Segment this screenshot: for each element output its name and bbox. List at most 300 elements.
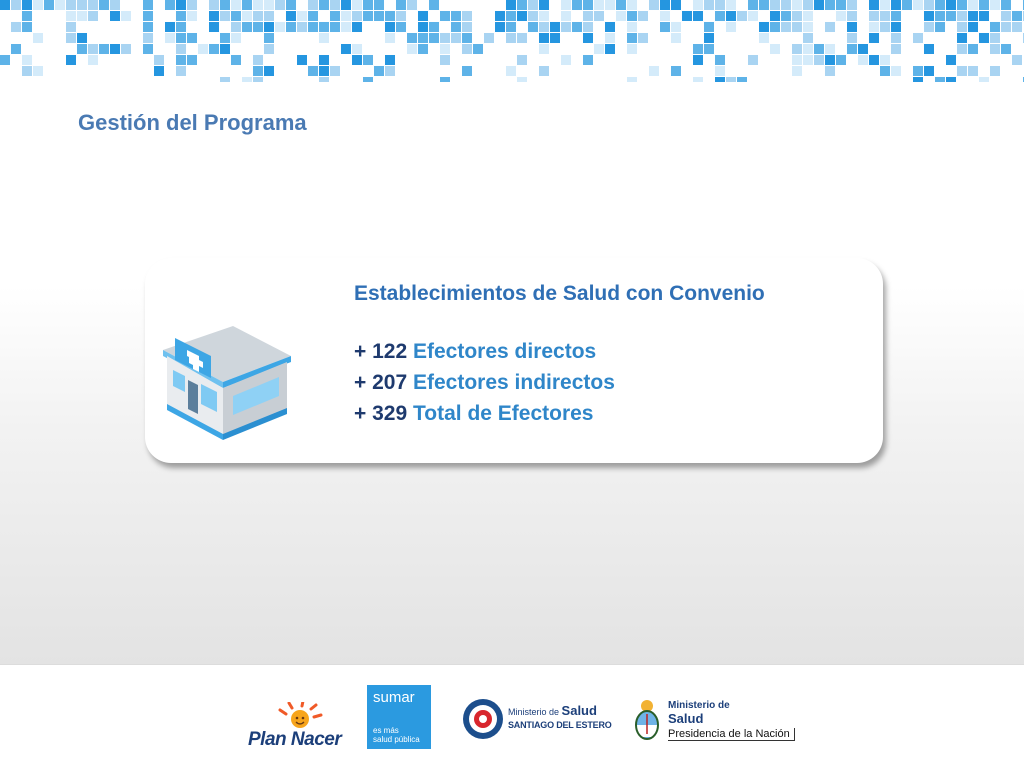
mosaic-tile (484, 33, 494, 43)
mosaic-tile (660, 11, 670, 21)
mosaic-tile (572, 22, 582, 32)
mosaic-tile (121, 44, 131, 54)
stat-prefix: + (354, 371, 367, 394)
mosaic-tile (561, 55, 571, 65)
mosaic-tile (869, 55, 879, 65)
mosaic-tile (297, 11, 307, 21)
mosaic-tile (286, 0, 296, 10)
mosaic-tile (726, 0, 736, 10)
mosaic-tile (506, 11, 516, 21)
mosaic-tile (891, 44, 901, 54)
mosaic-tile (770, 44, 780, 54)
mosaic-tile (385, 11, 395, 21)
mosaic-tile (506, 0, 516, 10)
mosaic-tile (528, 11, 538, 21)
mosaic-tile (55, 0, 65, 10)
sumar-tagline-2: salud pública (373, 735, 420, 744)
mosaic-tile (561, 0, 571, 10)
mosaic-tile (264, 33, 274, 43)
mosaic-tile (627, 0, 637, 10)
mosaic-tile (231, 55, 241, 65)
sumar-tagline (373, 726, 420, 744)
plan-nacer-logo (248, 702, 340, 752)
mosaic-tile (374, 0, 384, 10)
mosaic-tile (671, 33, 681, 43)
mosaic-tile (957, 22, 967, 32)
mosaic-tile (220, 0, 230, 10)
mosaic-tile (66, 33, 76, 43)
mosaic-tile (803, 33, 813, 43)
mosaic-tile (330, 0, 340, 10)
mosaic-tile (946, 55, 956, 65)
stat-directos (354, 336, 765, 367)
mosaic-tile (704, 22, 714, 32)
ministerio-emblem-icon (462, 698, 504, 740)
mosaic-tile (528, 22, 538, 32)
mosaic-tile (517, 55, 527, 65)
mosaic-tile (264, 66, 274, 76)
mosaic-tile (737, 11, 747, 21)
mosaic-tile (990, 0, 1000, 10)
mosaic-tile (143, 44, 153, 54)
mosaic-tile (418, 11, 428, 21)
mosaic-tile (803, 11, 813, 21)
sumar-logo (367, 685, 431, 749)
mosaic-tile (352, 55, 362, 65)
mosaic-tile (594, 11, 604, 21)
mosaic-tile (220, 11, 230, 21)
mosaic-tile (0, 55, 10, 65)
mosaic-tile (187, 11, 197, 21)
mosaic-tile (880, 55, 890, 65)
mosaic-tile (638, 11, 648, 21)
mosaic-tile (924, 11, 934, 21)
mosaic-tile (616, 11, 626, 21)
mosaic-tile (913, 0, 923, 10)
msse-prefix: Ministerio de (508, 707, 560, 717)
mosaic-tile (935, 11, 945, 21)
mosaic-tile (385, 22, 395, 32)
mosaic-tile (847, 11, 857, 21)
mosaic-tile (825, 22, 835, 32)
mosaic-tile (979, 11, 989, 21)
mosaic-tile (880, 66, 890, 76)
mosaic-tile (319, 22, 329, 32)
mosaic-tile (539, 33, 549, 43)
mosaic-tile (825, 0, 835, 10)
msn-line3: Presidencia de la Nación (668, 728, 795, 741)
mosaic-tile (253, 55, 263, 65)
mosaic-tile (704, 0, 714, 10)
mosaic-tile (803, 55, 813, 65)
mosaic-tile (385, 33, 395, 43)
mosaic-tile (891, 0, 901, 10)
mosaic-tile (792, 0, 802, 10)
mosaic-tile (913, 66, 923, 76)
mosaic-tile (0, 0, 10, 10)
mosaic-tile (880, 22, 890, 32)
mosaic-tile (440, 44, 450, 54)
mosaic-tile (363, 0, 373, 10)
stat-number: 329 (372, 402, 408, 425)
mosaic-tile (187, 33, 197, 43)
stat-indirectos (354, 367, 765, 398)
mosaic-tile (440, 11, 450, 21)
mosaic-tile (22, 66, 32, 76)
mosaic-tile (858, 55, 868, 65)
mosaic-tile (803, 22, 813, 32)
mosaic-tile (77, 0, 87, 10)
mosaic-tile (847, 33, 857, 43)
mosaic-tile (374, 66, 384, 76)
mosaic-tile (583, 22, 593, 32)
mosaic-tile (22, 22, 32, 32)
mosaic-tile (605, 44, 615, 54)
mosaic-tile (22, 55, 32, 65)
stat-label: Efectores directos (413, 340, 597, 363)
mosaic-tile (110, 11, 120, 21)
mosaic-tile (770, 22, 780, 32)
mosaic-tile (693, 11, 703, 21)
mosaic-tile (440, 55, 450, 65)
mosaic-tile (781, 11, 791, 21)
mosaic-tile (275, 0, 285, 10)
mosaic-tile (814, 44, 824, 54)
mosaic-tile (143, 22, 153, 32)
mosaic-tile (352, 0, 362, 10)
msse-line2: SANTIAGO DEL ESTERO (508, 720, 612, 730)
mosaic-tile (957, 33, 967, 43)
mosaic-tile (297, 55, 307, 65)
mosaic-tile (451, 33, 461, 43)
mosaic-tile (143, 11, 153, 21)
mosaic-tile (869, 0, 879, 10)
mosaic-tile (605, 33, 615, 43)
mosaic-tile (385, 55, 395, 65)
mosaic-tile (979, 0, 989, 10)
mosaic-tile (308, 66, 318, 76)
mosaic-tile (539, 44, 549, 54)
mosaic-tile (891, 11, 901, 21)
mosaic-tile (990, 44, 1000, 54)
mosaic-tile (682, 11, 692, 21)
info-card (145, 258, 883, 463)
mosaic-tile (440, 33, 450, 43)
mosaic-tile (330, 22, 340, 32)
mosaic-tile (836, 55, 846, 65)
mosaic-tile (539, 22, 549, 32)
mosaic-tile (704, 44, 714, 54)
mosaic-tile (418, 22, 428, 32)
mosaic-tile (462, 11, 472, 21)
mosaic-tile (495, 11, 505, 21)
mosaic-tile (561, 22, 571, 32)
mosaic-tile (858, 44, 868, 54)
card-heading: Establecimientos de Salud con Convenio (354, 282, 765, 305)
mosaic-tile (231, 0, 241, 10)
mosaic-tile (781, 0, 791, 10)
mosaic-tile (429, 22, 439, 32)
mosaic-tile (451, 22, 461, 32)
mosaic-tile (649, 0, 659, 10)
sun-face-icon (272, 702, 332, 732)
mosaic-tile (66, 55, 76, 65)
mosaic-tile (297, 22, 307, 32)
mosaic-tile (66, 0, 76, 10)
mosaic-tile (220, 33, 230, 43)
mosaic-tile (759, 0, 769, 10)
mosaic-tile (264, 22, 274, 32)
stat-label: Efectores indirectos (413, 371, 615, 394)
mosaic-tile (748, 11, 758, 21)
mosaic-tile (627, 11, 637, 21)
mosaic-tile (77, 44, 87, 54)
stat-label: Total de Efectores (413, 402, 594, 425)
mosaic-tile (11, 22, 21, 32)
mosaic-tile (517, 33, 527, 43)
sumar-tagline-1: es más (373, 726, 399, 735)
mosaic-tile (847, 0, 857, 10)
mosaic-tile (726, 22, 736, 32)
mosaic-tile (341, 0, 351, 10)
mosaic-tile (88, 11, 98, 21)
mosaic-tile (792, 55, 802, 65)
mosaic-tile (407, 33, 417, 43)
mosaic-tile (22, 11, 32, 21)
mosaic-tile (561, 11, 571, 21)
mosaic-tile (924, 66, 934, 76)
mosaic-pattern (0, 0, 1024, 82)
mosaic-tile (990, 66, 1000, 76)
mosaic-tile (198, 44, 208, 54)
mosaic-tile (407, 0, 417, 10)
mosaic-tile (242, 22, 252, 32)
mosaic-tile (462, 66, 472, 76)
mosaic-tile (968, 11, 978, 21)
mosaic-tile (11, 44, 21, 54)
mosaic-tile (715, 66, 725, 76)
mosaic-tile (506, 22, 516, 32)
mosaic-tile (990, 33, 1000, 43)
mosaic-tile (660, 22, 670, 32)
mosaic-tile (253, 22, 263, 32)
mosaic-tile (352, 22, 362, 32)
mosaic-tile (187, 0, 197, 10)
mosaic-tile (605, 0, 615, 10)
mosaic-tile (99, 44, 109, 54)
mosaic-tile (33, 66, 43, 76)
mosaic-tile (473, 44, 483, 54)
mosaic-tile (253, 0, 263, 10)
mosaic-tile (165, 33, 175, 43)
mosaic-tile (1001, 0, 1011, 10)
mosaic-tile (957, 11, 967, 21)
mosaic-tile (968, 44, 978, 54)
mosaic-tile (88, 44, 98, 54)
mosaic-tile (770, 11, 780, 21)
mosaic-tile (330, 66, 340, 76)
mosaic-tile (176, 0, 186, 10)
mosaic-tile (1001, 22, 1011, 32)
mosaic-tile (792, 44, 802, 54)
mosaic-tile (583, 55, 593, 65)
mosaic-tile (308, 11, 318, 21)
mosaic-tile (462, 44, 472, 54)
mosaic-tile (715, 0, 725, 10)
mosaic-tile (264, 11, 274, 21)
mosaic-tile (704, 33, 714, 43)
mosaic-tile (341, 22, 351, 32)
mosaic-tile (176, 11, 186, 21)
mosaic-tile (209, 11, 219, 21)
mosaic-tile (209, 22, 219, 32)
mosaic-tile (341, 44, 351, 54)
mosaic-tile (352, 44, 362, 54)
mosaic-tile (1001, 11, 1011, 21)
stat-prefix: + (354, 402, 367, 425)
mosaic-tile (176, 22, 186, 32)
mosaic-tile (638, 33, 648, 43)
mosaic-tile (935, 0, 945, 10)
mosaic-tile (594, 0, 604, 10)
mosaic-tile (11, 0, 21, 10)
mosaic-tile (33, 0, 43, 10)
mosaic-tile (539, 11, 549, 21)
mosaic-tile (209, 0, 219, 10)
mosaic-tile (1001, 44, 1011, 54)
mosaic-tile (957, 44, 967, 54)
mosaic-tile (869, 22, 879, 32)
mosaic-tile (693, 44, 703, 54)
mosaic-tile (110, 44, 120, 54)
mosaic-tile (176, 55, 186, 65)
mosaic-tile (154, 66, 164, 76)
mosaic-tile (814, 0, 824, 10)
mosaic-tile (242, 0, 252, 10)
mosaic-tile (396, 11, 406, 21)
mosaic-tile (627, 22, 637, 32)
mosaic-tile (495, 22, 505, 32)
mosaic-tile (66, 22, 76, 32)
mosaic-tile (220, 44, 230, 54)
mosaic-tile (1012, 55, 1022, 65)
plan-nacer-wordmark: Plan Nacer (248, 729, 342, 750)
mosaic-tile (363, 11, 373, 21)
mosaic-tile (33, 33, 43, 43)
mosaic-tile (44, 0, 54, 10)
mosaic-tile (264, 44, 274, 54)
mosaic-tile (671, 22, 681, 32)
mosaic-tile (968, 22, 978, 32)
slide-title: Gestión del Programa (78, 110, 307, 135)
mosaic-tile (715, 11, 725, 21)
mosaic-tile (517, 11, 527, 21)
mosaic-tile (363, 55, 373, 65)
msn-line1: Ministerio de (668, 700, 730, 711)
mosaic-tile (77, 33, 87, 43)
mosaic-tile (770, 0, 780, 10)
stat-number: 207 (372, 371, 408, 394)
mosaic-tile (528, 0, 538, 10)
mosaic-tile (231, 22, 241, 32)
mosaic-tile (77, 11, 87, 21)
ministerio-salud-santiago-logo (462, 697, 612, 741)
mosaic-tile (165, 22, 175, 32)
mosaic-tile (1012, 11, 1022, 21)
mosaic-tile (330, 11, 340, 21)
mosaic-tile (924, 0, 934, 10)
mosaic-tile (110, 0, 120, 10)
mosaic-tile (990, 22, 1000, 32)
mosaic-tile (957, 0, 967, 10)
mosaic-tile (946, 0, 956, 10)
mosaic-tile (803, 44, 813, 54)
mosaic-tile (726, 11, 736, 21)
msse-strong: Salud (561, 703, 597, 718)
mosaic-tile (88, 0, 98, 10)
mosaic-tile (693, 0, 703, 10)
mosaic-tile (759, 22, 769, 32)
mosaic-tile (264, 0, 274, 10)
stat-prefix: + (354, 340, 367, 363)
mosaic-tile (825, 44, 835, 54)
mosaic-tile (319, 66, 329, 76)
mosaic-tile (66, 11, 76, 21)
mosaic-tile (429, 33, 439, 43)
mosaic-tile (121, 11, 131, 21)
mosaic-tile (583, 0, 593, 10)
mosaic-tile (319, 55, 329, 65)
mosaic-tile (968, 0, 978, 10)
mosaic-tile (176, 66, 186, 76)
mosaic-tile (572, 0, 582, 10)
mosaic-tile (231, 11, 241, 21)
mosaic-tile (924, 44, 934, 54)
mosaic-tile (517, 0, 527, 10)
stat-total (354, 398, 765, 429)
mosaic-tile (803, 0, 813, 10)
mosaic-tile (231, 33, 241, 43)
mosaic-tile (671, 0, 681, 10)
mosaic-tile (539, 66, 549, 76)
mosaic-tile (693, 55, 703, 65)
mosaic-tile (506, 66, 516, 76)
mosaic-tile (429, 0, 439, 10)
mosaic-tile (286, 22, 296, 32)
mosaic-tile (836, 11, 846, 21)
mosaic-tile (891, 66, 901, 76)
mosaic-tile (583, 33, 593, 43)
mosaic-tile (374, 11, 384, 21)
mosaic-tile (253, 66, 263, 76)
mosaic-tile (176, 33, 186, 43)
mosaic-tile (902, 0, 912, 10)
mosaic-tile (407, 44, 417, 54)
mosaic-tile (187, 55, 197, 65)
mosaic-tile (275, 22, 285, 32)
mosaic-tile (22, 0, 32, 10)
mosaic-tile (968, 66, 978, 76)
mosaic-tile (539, 0, 549, 10)
mosaic-tile (352, 11, 362, 21)
mosaic-tile (319, 33, 329, 43)
mosaic-tile (671, 66, 681, 76)
mosaic-tile (143, 0, 153, 10)
mosaic-tile (451, 11, 461, 21)
mosaic-tile (792, 66, 802, 76)
mosaic-tile (649, 66, 659, 76)
ministerio-salud-nacion-logo (632, 697, 796, 747)
